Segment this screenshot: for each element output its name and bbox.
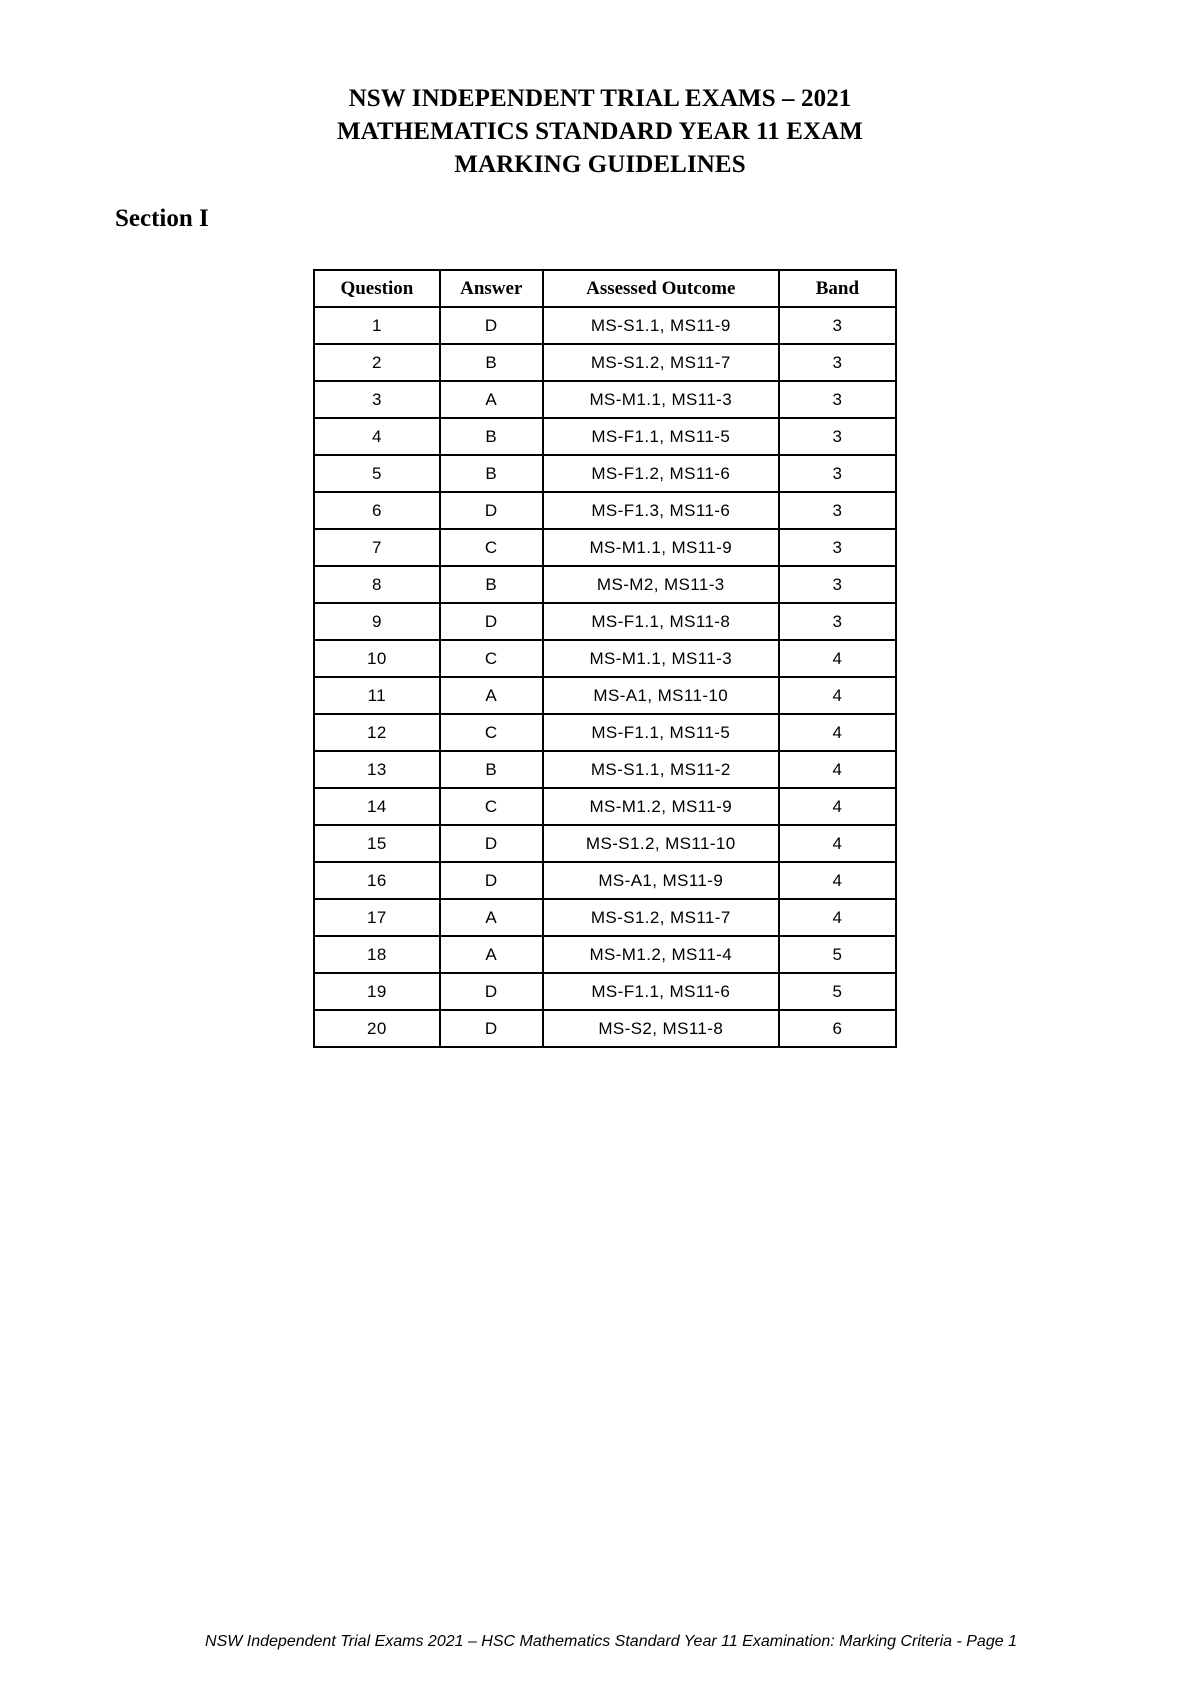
cell-question: 4: [314, 418, 440, 455]
cell-band: 5: [779, 973, 896, 1010]
cell-band: 3: [779, 418, 896, 455]
cell-outcome: MS-F1.1, MS11-5: [543, 714, 779, 751]
column-header-answer: Answer: [440, 270, 543, 307]
cell-question: 12: [314, 714, 440, 751]
cell-outcome: MS-S2, MS11-8: [543, 1010, 779, 1047]
cell-answer: D: [440, 307, 543, 344]
cell-band: 4: [779, 899, 896, 936]
cell-outcome: MS-F1.2, MS11-6: [543, 455, 779, 492]
cell-band: 4: [779, 714, 896, 751]
cell-answer: C: [440, 714, 543, 751]
cell-question: 10: [314, 640, 440, 677]
cell-answer: D: [440, 825, 543, 862]
cell-band: 4: [779, 825, 896, 862]
cell-question: 20: [314, 1010, 440, 1047]
section-title: Section I: [115, 205, 209, 232]
cell-answer: C: [440, 640, 543, 677]
cell-outcome: MS-M1.2, MS11-4: [543, 936, 779, 973]
header-guidelines: MARKING GUIDELINES: [454, 151, 746, 178]
cell-band: 3: [779, 603, 896, 640]
cell-question: 19: [314, 973, 440, 1010]
table-row: [314, 1010, 896, 1047]
cell-question: 7: [314, 529, 440, 566]
header-subtitle: MATHEMATICS STANDARD YEAR 11 EXAM: [336, 118, 863, 145]
cell-question: 5: [314, 455, 440, 492]
cell-question: 15: [314, 825, 440, 862]
table-row: [314, 529, 896, 566]
cell-band: 3: [779, 381, 896, 418]
table-row: [314, 936, 896, 973]
table-row: [314, 677, 896, 714]
answers-table: [313, 269, 897, 1048]
cell-answer: A: [440, 936, 543, 973]
cell-band: 5: [779, 936, 896, 973]
cell-question: 13: [314, 751, 440, 788]
cell-outcome: MS-F1.1, MS11-8: [543, 603, 779, 640]
table-row: [314, 714, 896, 751]
cell-band: 4: [779, 751, 896, 788]
table-row: [314, 307, 896, 344]
table-body: [314, 307, 896, 1047]
table-row: [314, 455, 896, 492]
table-row: [314, 862, 896, 899]
cell-outcome: MS-S1.1, MS11-2: [543, 751, 779, 788]
cell-question: 1: [314, 307, 440, 344]
column-header-band: Band: [779, 270, 896, 307]
column-header-question: Question: [314, 270, 440, 307]
cell-answer: D: [440, 973, 543, 1010]
cell-band: 3: [779, 566, 896, 603]
cell-outcome: MS-M1.1, MS11-3: [543, 381, 779, 418]
cell-answer: A: [440, 381, 543, 418]
cell-band: 4: [779, 788, 896, 825]
cell-outcome: MS-A1, MS11-10: [543, 677, 779, 714]
table-row: [314, 566, 896, 603]
cell-question: 14: [314, 788, 440, 825]
table-row: [314, 751, 896, 788]
table-row: [314, 788, 896, 825]
document-header: [0, 82, 1200, 181]
cell-question: 2: [314, 344, 440, 381]
cell-question: 9: [314, 603, 440, 640]
cell-answer: B: [440, 344, 543, 381]
cell-question: 6: [314, 492, 440, 529]
cell-outcome: MS-S1.2, MS11-7: [543, 899, 779, 936]
cell-answer: C: [440, 788, 543, 825]
table-row: [314, 973, 896, 1010]
cell-answer: D: [440, 603, 543, 640]
table-header-row: [314, 270, 896, 307]
cell-answer: B: [440, 566, 543, 603]
table-row: [314, 344, 896, 381]
cell-question: 8: [314, 566, 440, 603]
cell-band: 3: [779, 529, 896, 566]
table-header: [314, 270, 896, 307]
cell-band: 4: [779, 862, 896, 899]
cell-answer: B: [440, 455, 543, 492]
cell-band: 3: [779, 307, 896, 344]
cell-band: 3: [779, 492, 896, 529]
cell-outcome: MS-S1.1, MS11-9: [543, 307, 779, 344]
cell-outcome: MS-F1.3, MS11-6: [543, 492, 779, 529]
table-row: [314, 825, 896, 862]
page-footer: NSW Independent Trial Exams 2021 – HSC Mathematics Standard Year 11 Examination: Marking Criteria - Page 1: [205, 1633, 1017, 1650]
table-row: [314, 381, 896, 418]
cell-outcome: MS-M1.1, MS11-3: [543, 640, 779, 677]
cell-question: 18: [314, 936, 440, 973]
cell-answer: A: [440, 677, 543, 714]
cell-question: 17: [314, 899, 440, 936]
header-title: NSW INDEPENDENT TRIAL EXAMS – 2021: [348, 85, 852, 112]
cell-band: 3: [779, 455, 896, 492]
table-row: [314, 640, 896, 677]
cell-answer: B: [440, 418, 543, 455]
cell-outcome: MS-A1, MS11-9: [543, 862, 779, 899]
table-row: [314, 492, 896, 529]
cell-question: 11: [314, 677, 440, 714]
table-row: [314, 899, 896, 936]
cell-band: 4: [779, 677, 896, 714]
table-row: [314, 418, 896, 455]
cell-outcome: MS-S1.2, MS11-10: [543, 825, 779, 862]
cell-answer: B: [440, 751, 543, 788]
cell-answer: A: [440, 899, 543, 936]
cell-outcome: MS-M1.1, MS11-9: [543, 529, 779, 566]
cell-question: 3: [314, 381, 440, 418]
table-row: [314, 603, 896, 640]
column-header-outcome: Assessed Outcome: [543, 270, 779, 307]
cell-outcome: MS-M2, MS11-3: [543, 566, 779, 603]
cell-answer: D: [440, 492, 543, 529]
cell-band: 3: [779, 344, 896, 381]
cell-outcome: MS-S1.2, MS11-7: [543, 344, 779, 381]
cell-answer: C: [440, 529, 543, 566]
cell-outcome: MS-M1.2, MS11-9: [543, 788, 779, 825]
cell-answer: D: [440, 862, 543, 899]
cell-band: 6: [779, 1010, 896, 1047]
cell-band: 4: [779, 640, 896, 677]
cell-question: 16: [314, 862, 440, 899]
cell-answer: D: [440, 1010, 543, 1047]
cell-outcome: MS-F1.1, MS11-5: [543, 418, 779, 455]
cell-outcome: MS-F1.1, MS11-6: [543, 973, 779, 1010]
